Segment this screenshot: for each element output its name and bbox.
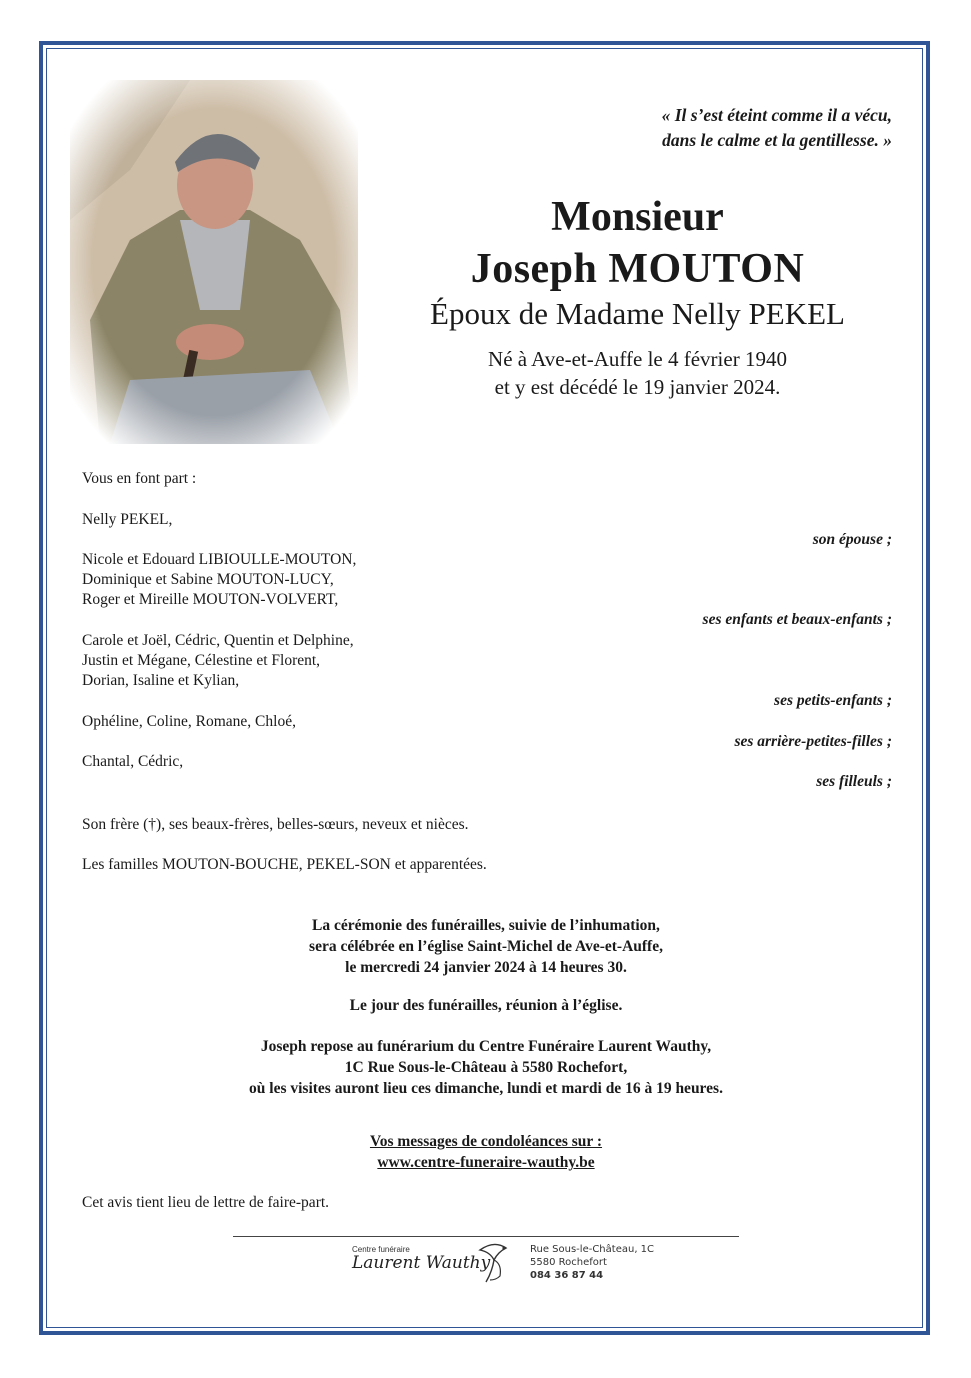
intro-text: Vous en font part : [82, 470, 197, 487]
address-line-2: 5580 Rochefort [530, 1257, 607, 1268]
list-item: Carole et Joël, Cédric, Quentin et Delphine, [82, 632, 354, 649]
great-grandchildren: Ophéline, Coline, Romane, Chloé, [82, 713, 296, 730]
condolences-link[interactable]: www.centre-funeraire-wauthy.be [377, 1154, 595, 1171]
spouse-role: son épouse ; [812, 531, 892, 548]
logo-wordmark: Laurent Wauthy [352, 1253, 491, 1273]
logo-caption: Centre funéraire [352, 1245, 410, 1254]
deceased-heading [385, 193, 890, 401]
birth-death-dates [385, 345, 890, 401]
ceremony-line-2: sera célébrée en l’église Saint-Michel de Ave-et-Auffe, [309, 938, 663, 955]
quote [662, 103, 892, 153]
list-item: Justin et Mégane, Célestine et Florent, [82, 652, 321, 669]
ceremony-info [80, 915, 892, 978]
families-line: Les familles MOUTON-BOUCHE, PEKEL-SON et apparentées. [82, 856, 487, 873]
funerarium-line-2: 1C Rue Sous-le-Château à 5580 Rochefort, [344, 1059, 628, 1076]
quote-line-2: dans le calme et la gentillesse. » [662, 130, 892, 150]
list-item: Dorian, Isaline et Kylian, [82, 672, 240, 689]
birth-line: Né à Ave-et-Auffe le 4 février 1940 [488, 347, 787, 371]
gathering-info: Le jour des funérailles, réunion à l’église. [349, 997, 623, 1014]
death-line: et y est décédé le 19 janvier 2024. [494, 375, 781, 399]
ceremony-line-1: La cérémonie des funérailles, suivie de l’inhumation, [312, 917, 660, 934]
lily-icon [472, 1240, 514, 1284]
list-item: Roger et Mireille MOUTON-VOLVERT, [82, 591, 339, 608]
siblings-line: Son frère (†), ses beaux-frères, belles-sœurs, neveux et nièces. [82, 816, 469, 833]
address-line-1: Rue Sous-le-Château, 1C [530, 1244, 655, 1255]
funerarium-info [80, 1036, 892, 1099]
list-item: Nicole et Edouard LIBIOULLE-MOUTON, [82, 551, 357, 568]
quote-line-1: « Il s’est éteint comme il a vécu, [661, 105, 892, 125]
funerarium-line-1: Joseph repose au funérarium du Centre Funéraire Laurent Wauthy, [260, 1038, 712, 1055]
list-item: Dominique et Sabine MOUTON-LUCY, [82, 571, 334, 588]
grandchildren-role: ses petits-enfants ; [774, 692, 892, 709]
condolences-block [80, 1131, 892, 1173]
grandchildren-list [82, 631, 354, 691]
deceased-name: Joseph MOUTON [470, 246, 805, 292]
children-role: ses enfants et beaux-enfants ; [702, 611, 892, 628]
great-grandchildren-role: ses arrière-petites-filles ; [734, 733, 892, 750]
spouse-name: Nelly PEKEL, [82, 511, 173, 528]
godchildren-role: ses filleuls ; [816, 773, 892, 790]
spouse-line: Époux de Madame Nelly PEKEL [430, 296, 845, 331]
ceremony-line-3: le mercredi 24 janvier 2024 à 14 heures 30. [345, 959, 627, 976]
portrait-photo [70, 80, 358, 444]
condolences-label: Vos messages de condoléances sur : [369, 1133, 603, 1150]
godchildren: Chantal, Cédric, [82, 753, 184, 770]
funerarium-line-3: où les visites auront lieu ces dimanche, lundi et mardi de 16 à 19 heures. [249, 1080, 723, 1097]
closing-note: Cet avis tient lieu de lettre de faire-part. [82, 1194, 330, 1211]
footer-address [530, 1243, 654, 1282]
funeral-home-logo [340, 1240, 660, 1286]
phone-number: 084 36 87 44 [530, 1270, 604, 1281]
honorific: Monsieur [551, 194, 724, 240]
footer-divider [233, 1236, 739, 1237]
children-list [82, 550, 356, 610]
